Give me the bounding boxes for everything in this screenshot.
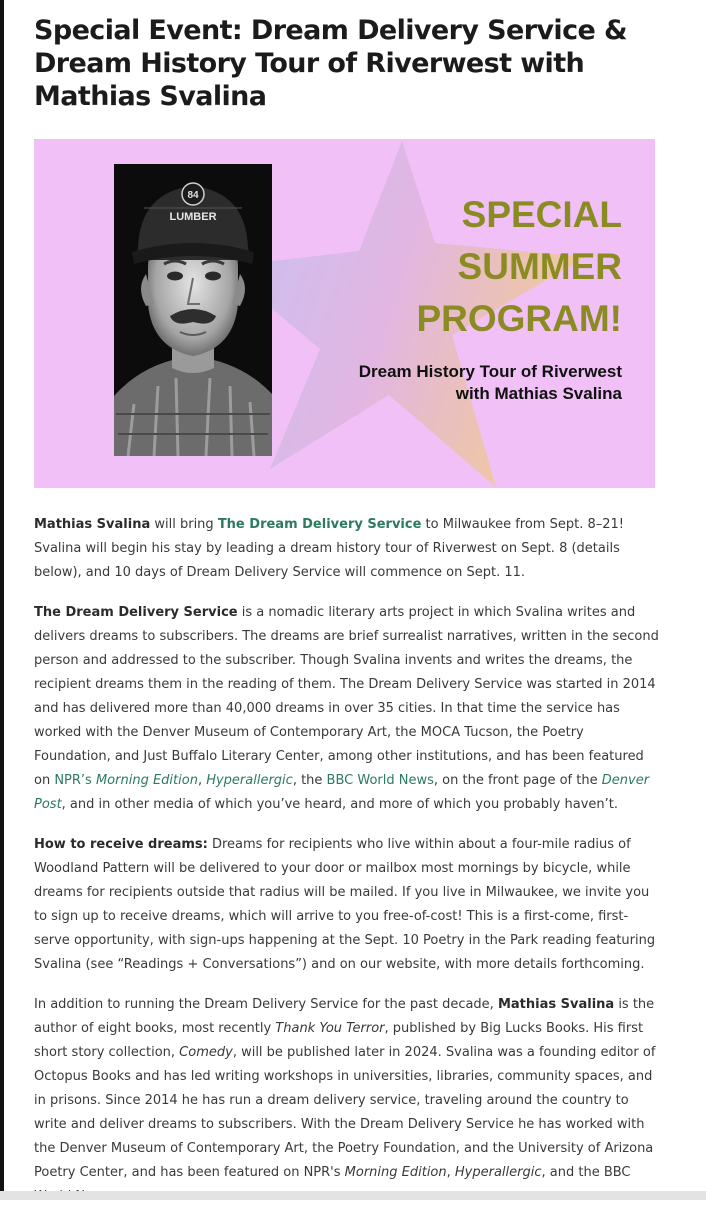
bio-text-5: , and the BBC — [541, 1165, 631, 1180]
service-paragraph — [34, 601, 662, 817]
frame-left-edge — [0, 0, 4, 1200]
frame-bottom-edge — [0, 1191, 706, 1200]
service-lead: The Dream Delivery Service — [34, 605, 238, 620]
bio-author-name: Mathias Svalina — [497, 997, 615, 1012]
bio-paragraph — [34, 993, 662, 1209]
intro-text-1: will bring — [150, 517, 218, 532]
comma-2: , the — [292, 773, 327, 788]
denver-post-label: Denver Post — [34, 773, 650, 812]
book-comedy: Comedy — [179, 1045, 233, 1060]
morning-edition-label: Morning Edition — [95, 773, 198, 788]
how-to-text: Dreams for recipients who live within about a four-mile radius of Woodland Pattern will be delivered to your door or mailbox most mornings by bicycle, while dreams for recipients outside that radius will be mailed. If you live in Milwaukee, we invite you to sign up to receive dreams, which will arrive to you free-of-cost! This is a first-come, first-serve opportunity, with sign-ups happening at the Sept. 10 Poetry in the Park reading featuring Svalina (see “Readings + Conversations”) and on our website, with more details forthcoming. — [34, 837, 656, 972]
how-to-lead: How to receive dreams: — [34, 837, 208, 852]
hyperallergic-link[interactable] — [206, 773, 293, 788]
bio-comma: , — [446, 1165, 455, 1180]
comma-1: , — [197, 773, 207, 788]
npr-label: NPR’s — [54, 773, 96, 788]
book-thank-you-terror: Thank You Terror — [275, 1021, 385, 1036]
subtitle-line-2: with Mathias Svalina — [455, 384, 622, 403]
cap-number: 84 — [187, 190, 199, 201]
dream-delivery-link[interactable]: The Dream Delivery Service — [217, 517, 422, 532]
bio-text-3: , published by Big Lucks Books. His first short story collection, — [34, 1021, 644, 1060]
portrait-photo — [114, 164, 272, 456]
headline-line-2: SUMMER — [457, 246, 622, 287]
hyperallergic-label: Hyperallergic — [206, 773, 293, 788]
intro-paragraph — [34, 513, 662, 585]
bio-morning-edition: Morning Edition — [344, 1165, 447, 1180]
event-banner — [34, 139, 655, 488]
headline-line-3: PROGRAM! — [416, 298, 622, 339]
how-to-paragraph — [34, 833, 662, 977]
page-title: Special Event: Dream Delivery Service & Dream History Tour of Riverwest with Mathias Svalina — [34, 15, 627, 112]
bio-text-2: is the author of eight books, most recently — [34, 997, 655, 1036]
bio-text-1: In addition to running the Dream Delivery Service for the past decade, — [34, 997, 498, 1012]
service-text-2: , on the front page of the — [433, 773, 602, 788]
cap-text: LUMBER — [169, 211, 217, 223]
npr-link[interactable] — [54, 773, 198, 788]
intro-text-2: to Milwaukee from Sept. 8–21! Svalina will begin his stay by leading a dream history tour of Riverwest on Sept. 8 (details below), and 10 days of Dream Delivery Service will commence on Sept. 11. — [34, 517, 624, 580]
author-name: Mathias Svalina — [34, 517, 151, 532]
headline-line-1: SPECIAL — [461, 194, 622, 235]
bio-hyperallergic: Hyperallergic — [454, 1165, 542, 1180]
service-text-1: is a nomadic literary arts project in which Svalina writes and delivers dreams to subscribers. The dreams are brief surrealist narratives, written in the second person and addressed to the subscriber. Though Svalina invents and writes the dreams, the recipient dreams them in the reading of them. The Dream Delivery Service was started in 2014 and has delivered more than 40,000 dreams in over 35 cities. In that time the service has worked with the Denver Museum of Contemporary Art, the MOCA Tucson, the Poetry Foundation, and Just Buffalo Literary Center, among other institutions, and has been featured on — [34, 605, 659, 788]
bbc-link[interactable]: BBC World News — [326, 773, 434, 788]
subtitle-line-1: Dream History Tour of Riverwest — [358, 362, 622, 381]
service-text-3: , and in other media of which you’ve heard, and more of which you probably haven’t. — [61, 797, 618, 812]
bio-text-4: , will be published later in 2024. Svalina was a founding editor of Octopus Books and has led writing workshops in universities, libraries, community spaces, and in prisons. Since 2014 he has run a dream delivery service, traveling around the country to write and deliver dreams to subscribers. With the Dream Delivery Service he has worked with the Denver Museum of Contemporary Art, the Poetry Foundation, and the University of Arizona Poetry Center, and has been featured on NPR's — [34, 1045, 656, 1180]
